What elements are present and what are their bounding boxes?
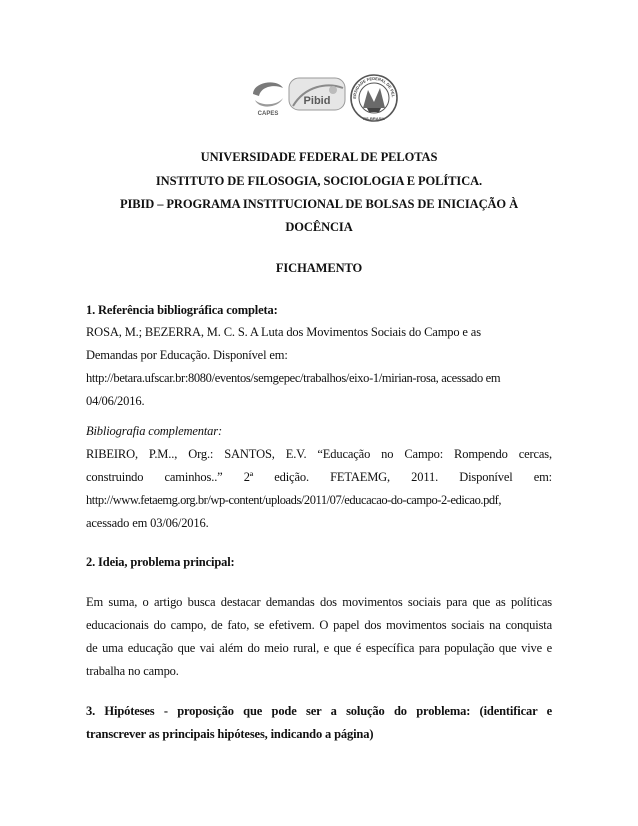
complementary-line: acessado em 03/06/2016. bbox=[86, 516, 209, 530]
body-line: educacionais do campo, de fato, se efetivem. O papel dos movimentos sociais na conquista bbox=[86, 618, 552, 632]
body-line: Em suma, o artigo busca destacar demandas dos movimentos sociais para que as políticas bbox=[86, 595, 552, 609]
program-name-line1: PIBID – PROGRAMA INSTITUCIONAL DE BOLSAS DE INICIAÇÃO À bbox=[119, 197, 519, 211]
complementary-heading: Bibliografia complementar: bbox=[86, 424, 223, 438]
section2-heading: 2. Ideia, problema principal: bbox=[86, 555, 235, 569]
program-name-line2: DOCÊNCIA bbox=[285, 220, 353, 234]
reference-url: http://betara.ufscar.br:8080/eventos/semgepec/trabalhos/eixo-1/mirian-rosa, acessado em bbox=[86, 371, 501, 385]
institute-name: INSTITUTO DE FILOSOGIA, SOCIOLOGIA E POLÍTICA. bbox=[155, 174, 483, 188]
capes-logo-icon bbox=[247, 76, 289, 118]
header-logos bbox=[247, 70, 399, 126]
document-type-title: FICHAMENTO bbox=[275, 261, 363, 275]
svg-text:UNIVERSIDADE FEDERAL DE PELOTA: ERSIDADE FEDERAL DE PEL bbox=[351, 75, 397, 99]
complementary-line: construindo caminhos..” 2ª edição. FETAEMG, 2011. Disponível em: bbox=[86, 470, 552, 484]
svg-text:CAPES: CAPES bbox=[257, 111, 279, 117]
university-seal-icon bbox=[349, 70, 399, 126]
reference-line: ROSA, M.; BEZERRA, M. C. S. A Luta dos Movimentos Sociais do Campo e as bbox=[86, 325, 481, 339]
section3-heading-cont: transcrever as principais hipóteses, indicando a página) bbox=[86, 727, 374, 741]
reference-line: Demandas por Educação. Disponível em: bbox=[86, 348, 288, 362]
pibid-logo-icon bbox=[287, 72, 349, 120]
section1-heading: 1. Referência bibliográfica completa: bbox=[86, 303, 278, 317]
section3-heading: 3. Hipóteses - proposição que pode ser a solução do problema: (identificar e bbox=[86, 704, 552, 718]
svg-text:Pibid: Pibid bbox=[303, 95, 331, 107]
complementary-url: http://www.fetaemg.org.br/wp-content/uploads/2011/07/educacao-do-campo-2-edicao.pdf, bbox=[86, 493, 502, 507]
body-line: trabalha no campo. bbox=[86, 664, 179, 678]
reference-line: 04/06/2016. bbox=[86, 394, 145, 408]
svg-text:RS-BRASIL: RS-BRASIL bbox=[363, 116, 385, 121]
university-name: UNIVERSIDADE FEDERAL DE PELOTAS bbox=[200, 150, 438, 164]
complementary-line: RIBEIRO, P.M.., Org.: SANTOS, E.V. “Educação no Campo: Rompendo cercas, bbox=[86, 447, 552, 461]
body-line: de uma educação que vai além do meio rural, e que é específica para população que vive e bbox=[86, 641, 552, 655]
